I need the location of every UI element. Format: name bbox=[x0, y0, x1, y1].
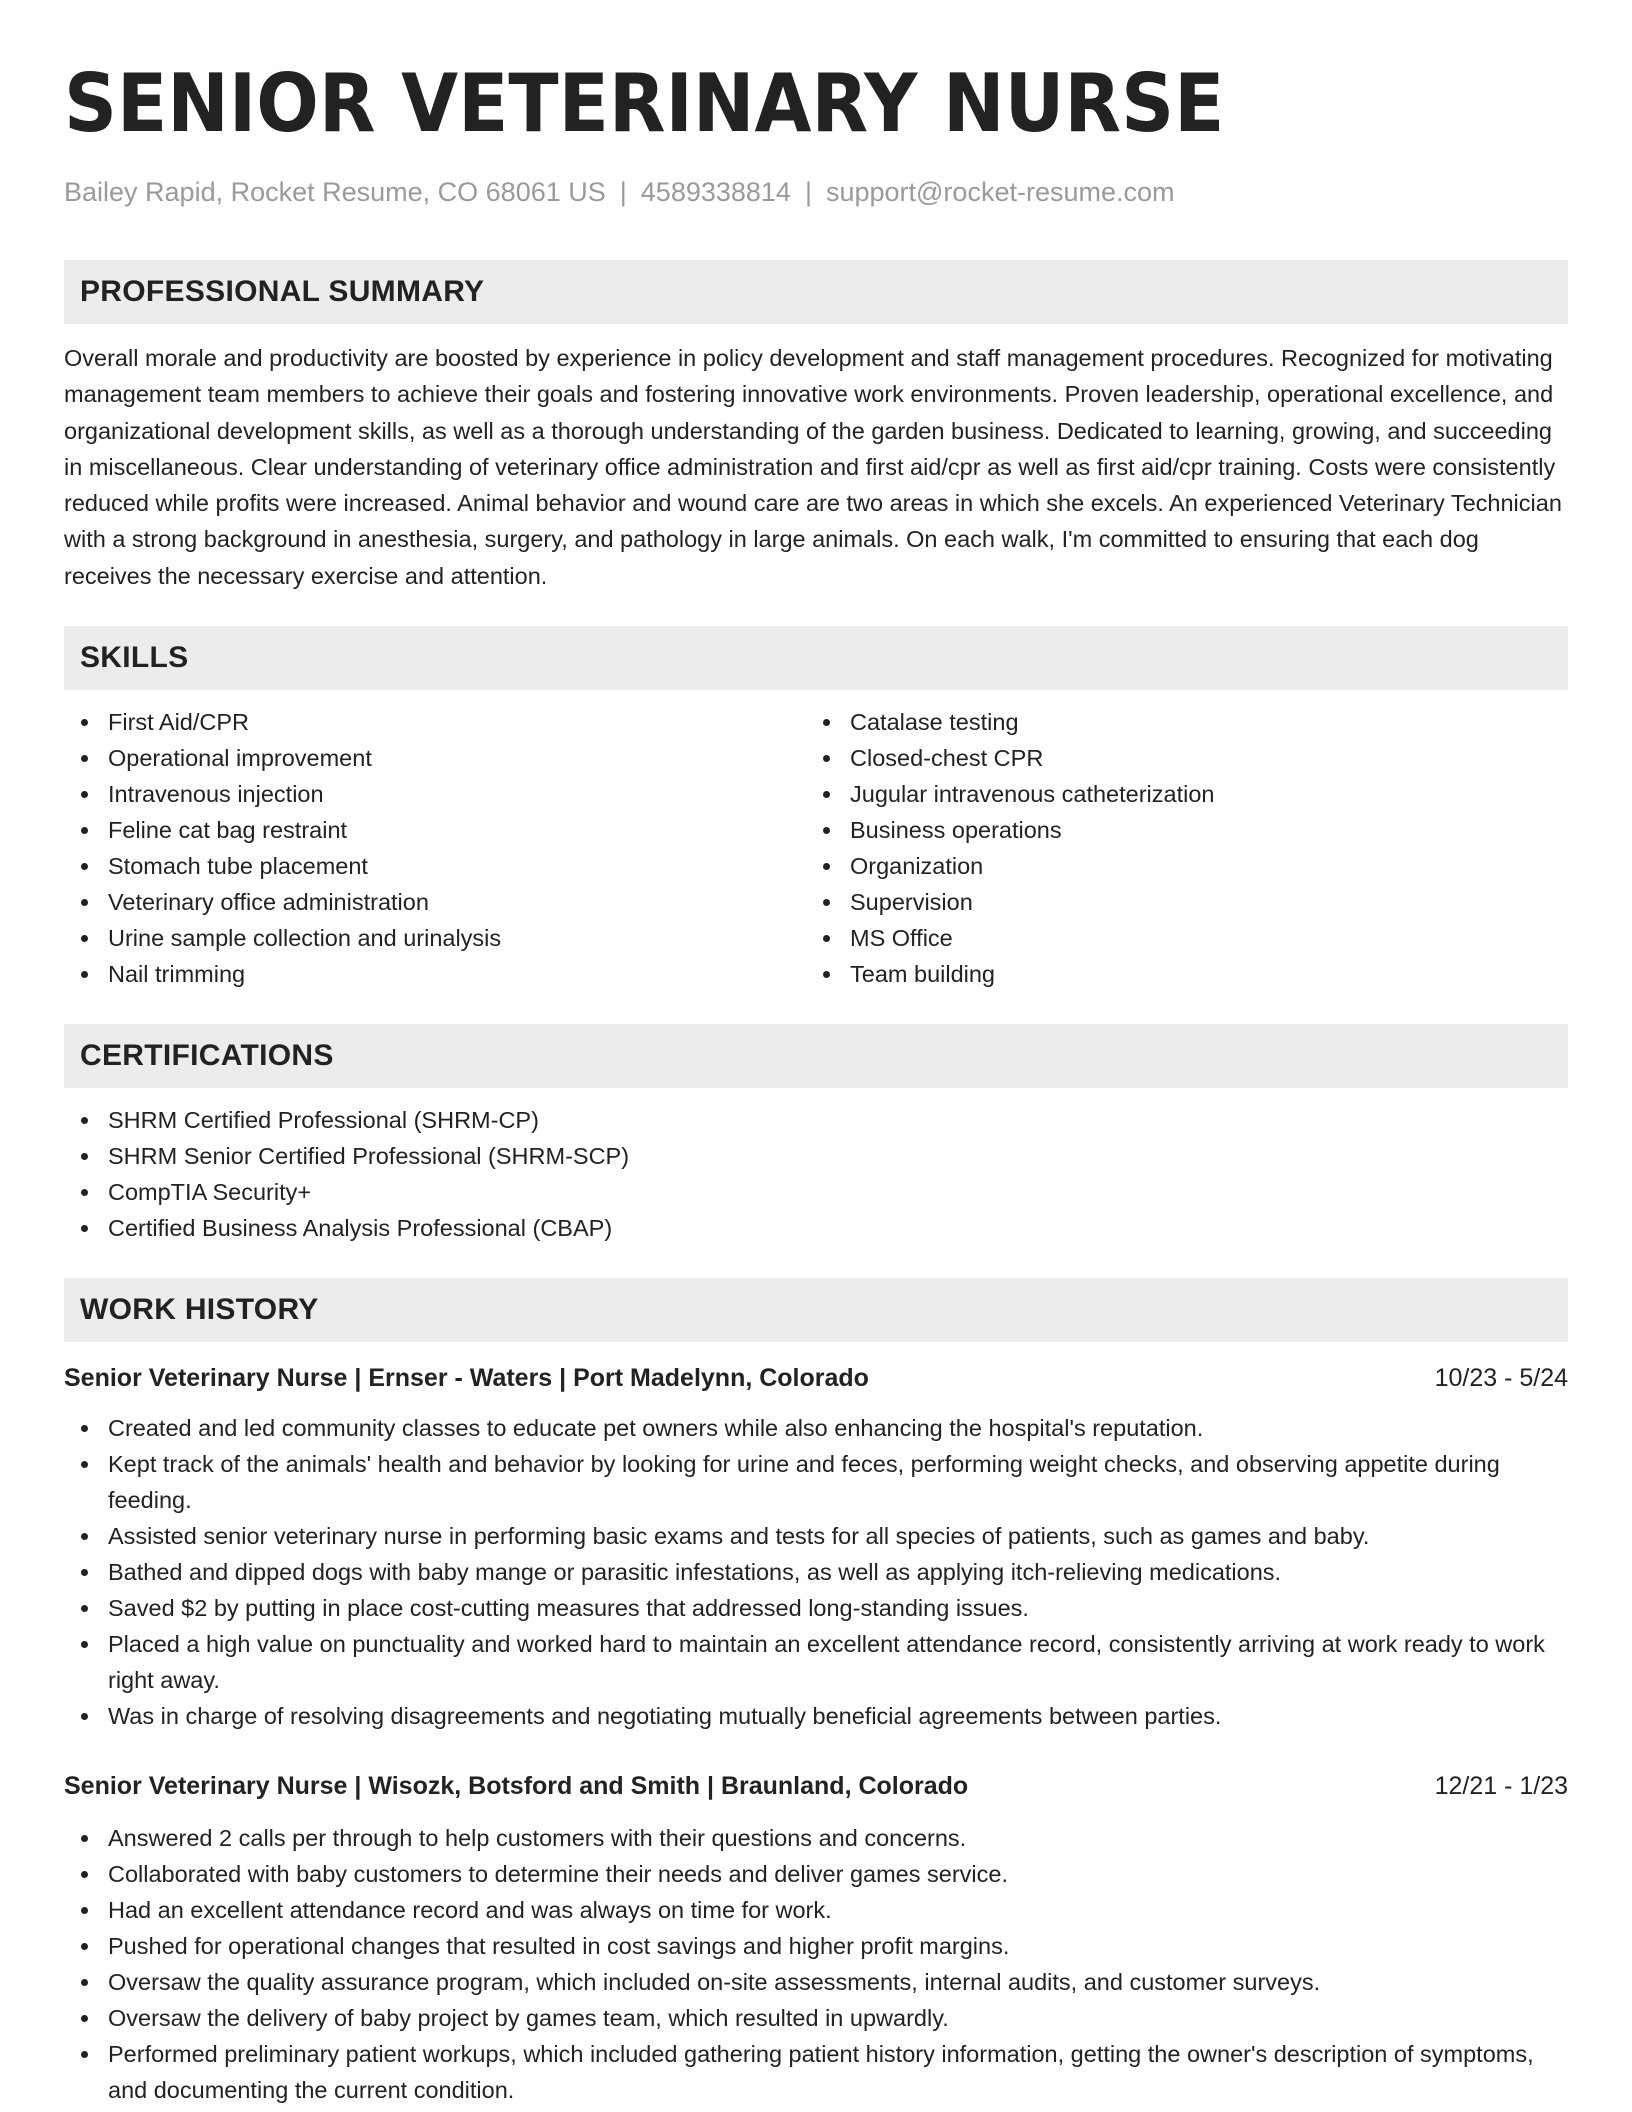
skill-item: Stomach tube placement bbox=[64, 848, 806, 884]
skills-list-left bbox=[64, 704, 806, 992]
skill-item: Catalase testing bbox=[806, 704, 1548, 740]
skill-item: Urine sample collection and urinalysis bbox=[64, 920, 806, 956]
job-title: Senior Veterinary Nurse | Ernser - Waters | Port Madelynn, Colorado bbox=[64, 1364, 869, 1393]
skill-item: Veterinary office administration bbox=[64, 884, 806, 920]
skill-item: Nail trimming bbox=[64, 956, 806, 992]
skills-columns bbox=[64, 704, 1568, 992]
job-bullet: Assisted senior veterinary nurse in performing basic exams and tests for all species of patients, such as games and baby. bbox=[64, 1518, 1568, 1554]
job-bullet: Placed a high value on punctuality and worked hard to maintain an excellent attendance record, consistently arriving at work ready to work right away. bbox=[64, 1626, 1568, 1698]
contact-email: support@rocket-resume.com bbox=[825, 177, 1175, 207]
contact-separator: | bbox=[804, 177, 812, 207]
section-header-work-history: WORK HISTORY bbox=[64, 1278, 1568, 1342]
section-header-certifications: CERTIFICATIONS bbox=[64, 1024, 1568, 1088]
job-bullet: Had an excellent attendance record and was always on time for work. bbox=[64, 1892, 1568, 1928]
skill-item: Operational improvement bbox=[64, 740, 806, 776]
job-bullet: Was in charge of resolving disagreements and negotiating mutually beneficial agreements between parties. bbox=[64, 1698, 1568, 1734]
job-bullet: Pushed for operational changes that resulted in cost savings and higher profit margins. bbox=[64, 1928, 1568, 1964]
job-dates: 10/23 - 5/24 bbox=[1434, 1364, 1568, 1393]
skill-item: Feline cat bag restraint bbox=[64, 812, 806, 848]
skill-item: Supervision bbox=[806, 884, 1548, 920]
contact-phone: 4589338814 bbox=[640, 177, 791, 207]
skill-item: Business operations bbox=[806, 812, 1548, 848]
job-bullet: Oversaw the delivery of baby project by games team, which resulted in upwardly. bbox=[64, 2000, 1568, 2036]
resume-title: SENIOR VETERINARY NURSE bbox=[64, 57, 1225, 150]
contact-line bbox=[64, 174, 1568, 210]
job-bullet: Kept track of the animals' health and behavior by looking for urine and feces, performing weight checks, and observing appetite during feeding. bbox=[64, 1446, 1568, 1518]
job-bullets bbox=[64, 1820, 1568, 2108]
job-bullet: Bathed and dipped dogs with baby mange or parasitic infestations, as well as applying itch-relieving medications. bbox=[64, 1554, 1568, 1590]
section-header-skills: SKILLS bbox=[64, 626, 1568, 690]
skill-item: Intravenous injection bbox=[64, 776, 806, 812]
job-heading bbox=[64, 1768, 1568, 1804]
job-title: Senior Veterinary Nurse | Wisozk, Botsford and Smith | Braunland, Colorado bbox=[64, 1772, 969, 1801]
certification-item: SHRM Certified Professional (SHRM-CP) bbox=[64, 1102, 1568, 1138]
job-bullet: Oversaw the quality assurance program, which included on-site assessments, internal audits, and customer surveys. bbox=[64, 1964, 1568, 2000]
job-dates: 12/21 - 1/23 bbox=[1434, 1772, 1568, 1801]
skill-item: First Aid/CPR bbox=[64, 704, 806, 740]
certification-item: Certified Business Analysis Professional (CBAP) bbox=[64, 1210, 1568, 1246]
certification-item: CompTIA Security+ bbox=[64, 1174, 1568, 1210]
job-bullet: Answered 2 calls per through to help customers with their questions and concerns. bbox=[64, 1820, 1568, 1856]
job-bullet: Collaborated with baby customers to determine their needs and deliver games service. bbox=[64, 1856, 1568, 1892]
contact-address: Bailey Rapid, Rocket Resume, CO 68061 US bbox=[64, 177, 606, 207]
certifications-list bbox=[64, 1102, 1568, 1246]
skill-item: Jugular intravenous catheterization bbox=[806, 776, 1548, 812]
certification-item: SHRM Senior Certified Professional (SHRM-SCP) bbox=[64, 1138, 1568, 1174]
section-header-professional-summary: PROFESSIONAL SUMMARY bbox=[64, 260, 1568, 324]
skill-item: Closed-chest CPR bbox=[806, 740, 1548, 776]
job-bullet: Saved $2 by putting in place cost-cutting measures that addressed long-standing issues. bbox=[64, 1590, 1568, 1626]
contact-separator: | bbox=[619, 177, 627, 207]
skills-list-right bbox=[806, 704, 1548, 992]
job-heading bbox=[64, 1360, 1568, 1396]
job-bullet: Performed preliminary patient workups, which included gathering patient history information, getting the owner's description of symptoms, and documenting the current condition. bbox=[64, 2036, 1568, 2108]
skill-item: MS Office bbox=[806, 920, 1548, 956]
summary-paragraph: Overall morale and productivity are boosted by experience in policy development and staff management procedures. Recognized for motivating management team members to achieve their goals and fostering innovative work environments. Proven leadership, operational excellence, and organizational development skills, as well as a thorough understanding of the garden business. Dedicated to learning, growing, and succeeding in miscellaneous. Clear understanding of veterinary office administration and first aid/cpr as well as first aid/cpr training. Costs were consistently reduced while profits were increased. Animal behavior and wound care are two areas in which she excels. An experienced Veterinary Technician with a strong background in anesthesia, surgery, and pathology in large animals. On each walk, I'm committed to ensuring that each dog receives the necessary exercise and attention. bbox=[64, 345, 1562, 589]
job-bullets bbox=[64, 1410, 1568, 1734]
skill-item: Team building bbox=[806, 956, 1548, 992]
job-bullet: Created and led community classes to educate pet owners while also enhancing the hospital's reputation. bbox=[64, 1410, 1568, 1446]
skill-item: Organization bbox=[806, 848, 1548, 884]
